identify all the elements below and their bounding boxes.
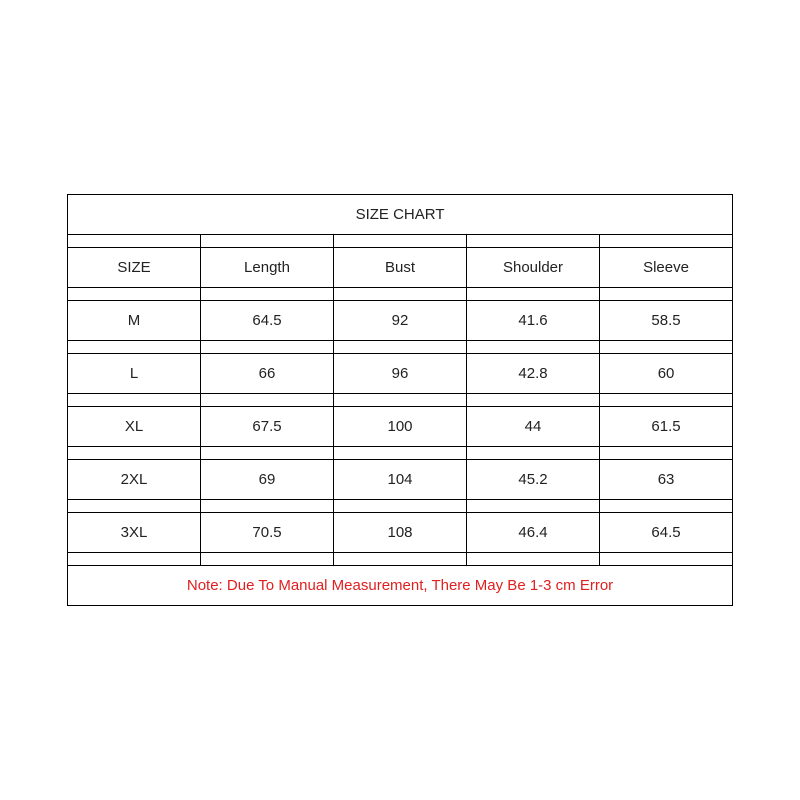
cell-sleeve: 61.5 [600, 407, 733, 447]
cell-bust: 108 [334, 513, 467, 553]
spacer-row [68, 394, 733, 407]
table-row [68, 460, 733, 500]
cell-length: 69 [201, 460, 334, 500]
note-row [68, 566, 733, 606]
size-chart-body [68, 195, 733, 606]
title-row [68, 195, 733, 235]
cell-size: 3XL [68, 513, 201, 553]
cell-bust: 92 [334, 301, 467, 341]
cell-shoulder: 44 [467, 407, 600, 447]
chart-title: SIZE CHART [68, 195, 733, 235]
spacer-row [68, 447, 733, 460]
header-shoulder: Shoulder [467, 248, 600, 288]
cell-sleeve: 64.5 [600, 513, 733, 553]
spacer-row [68, 341, 733, 354]
cell-size: 2XL [68, 460, 201, 500]
cell-sleeve: 60 [600, 354, 733, 394]
header-length: Length [201, 248, 334, 288]
cell-bust: 100 [334, 407, 467, 447]
header-sleeve: Sleeve [600, 248, 733, 288]
spacer-row [68, 288, 733, 301]
cell-bust: 104 [334, 460, 467, 500]
size-chart-table [67, 194, 733, 606]
header-bust: Bust [334, 248, 467, 288]
spacer-row [68, 553, 733, 566]
header-row [68, 248, 733, 288]
cell-shoulder: 42.8 [467, 354, 600, 394]
cell-shoulder: 46.4 [467, 513, 600, 553]
cell-length: 66 [201, 354, 334, 394]
header-size: SIZE [68, 248, 201, 288]
cell-shoulder: 41.6 [467, 301, 600, 341]
cell-size: L [68, 354, 201, 394]
cell-bust: 96 [334, 354, 467, 394]
cell-shoulder: 45.2 [467, 460, 600, 500]
cell-length: 70.5 [201, 513, 334, 553]
table-row [68, 301, 733, 341]
cell-size: XL [68, 407, 201, 447]
cell-size: M [68, 301, 201, 341]
table-row [68, 513, 733, 553]
cell-length: 67.5 [201, 407, 334, 447]
cell-sleeve: 58.5 [600, 301, 733, 341]
table-row [68, 354, 733, 394]
table-row [68, 407, 733, 447]
cell-sleeve: 63 [600, 460, 733, 500]
spacer-row [68, 235, 733, 248]
spacer-row [68, 500, 733, 513]
cell-length: 64.5 [201, 301, 334, 341]
measurement-note: Note: Due To Manual Measurement, There May Be 1-3 cm Error [68, 566, 733, 606]
